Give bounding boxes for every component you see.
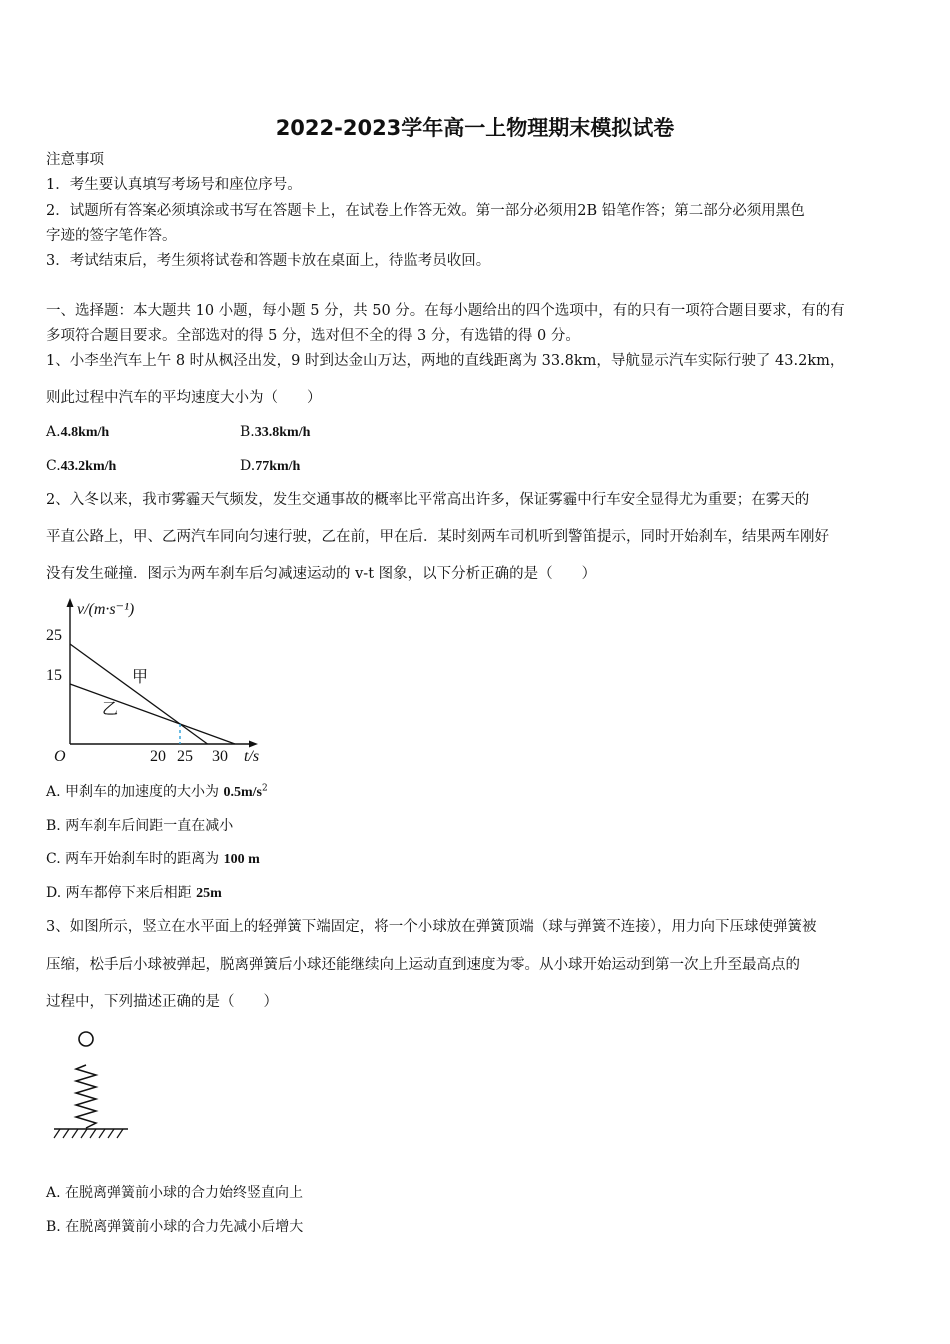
ground-hatching [54,1129,123,1138]
option-value: 43.2km/h [60,459,117,474]
series-line-yi [70,684,235,744]
section-instructions-1: 一、选择题：本大题共 10 小题，每小题 5 分，共 50 分。在每小题给出的四个选项中，有的只有一项符合题目要求，有的有 [46,303,845,319]
option-letter: A. [46,424,61,440]
x-tick-25: 25 [177,748,193,765]
ball [79,1032,93,1046]
option-text: B. 在脱离弹簧前小球的合力先减小后增大 [46,1219,304,1235]
y-tick-25: 25 [46,627,62,644]
x-tick-30: 30 [212,748,228,765]
x-axis-arrow [249,741,258,748]
series-label-jia: 甲 [132,669,149,686]
q1-option-b [240,422,310,443]
spring-ball-diagram [48,1025,138,1145]
y-axis-label: v/(m·s⁻¹) [77,601,135,618]
section-instructions-2: 多项符合题目要求。全部选对的得 5 分，选对但不全的得 3 分，有选错的得 0 分。 [46,328,580,344]
q2-stem-3: 没有发生碰撞．图示为两车刹车后匀减速运动的 v-t 图象，以下分析正确的是（ ） [46,566,597,582]
notice-heading: 注意事项 [46,152,104,168]
notice-item-3: 3．考试结束后，考生须将试卷和答题卡放在桌面上，待监考员收回。 [46,253,491,269]
x-tick-20: 20 [150,748,166,765]
q2-option-d [46,883,222,904]
option-value: 0.5m/s [223,785,262,800]
option-value: 100 m [223,852,260,867]
option-text: C. 两车开始刹车时的距离为 [46,851,224,867]
option-text: B. 两车刹车后间距一直在减小 [46,818,234,834]
vt-graph [40,592,280,772]
q3-option-b [46,1217,303,1237]
notice-item-1: 1．考生要认真填写考场号和座位序号。 [46,177,302,193]
q1-option-c [46,456,116,477]
y-axis-arrow [67,598,74,607]
option-text: A. 在脱离弹簧前小球的合力始终竖直向上 [46,1185,304,1201]
q2-stem-1: 2、入冬以来，我市雾霾天气频发，发生交通事故的概率比平常高出许多，保证雾霾中行车安全显得尤为重要；在雾天的 [46,492,810,508]
q1-stem-1: 1、小李坐汽车上午 8 时从枫泾出发，9 时到达金山万达，两地的直线距离为 33.8km，导航显示汽车实际行驶了 43.2km， [46,353,845,369]
page-title: 2022-2023学年高一上物理期末模拟试卷 [275,116,675,140]
option-letter: D. [240,458,256,474]
q2-option-a [46,782,268,803]
q2-stem-2: 平直公路上，甲、乙两汽车同向匀速行驶，乙在前，甲在后．某时刻两车司机听到警笛提示，同时开始刹车，结果两车刚好 [46,529,829,545]
origin-label: O [54,748,66,765]
notice-item-2: 2．试题所有答案必须填涂或书写在答题卡上，在试卷上作答无效。第一部分必须用2B 铅笔作答；第二部分必须用黑色 [46,203,805,219]
option-letter: B. [240,424,255,440]
option-value: 4.8km/h [60,425,110,440]
option-value: 25m [196,886,222,901]
spring [76,1065,96,1128]
series-line-jia [70,644,208,744]
option-value: 33.8km/h [254,425,311,440]
notice-item-2-cont: 字迹的签字笔作答。 [46,228,177,244]
option-text: A. 甲刹车的加速度的大小为 [46,784,224,800]
q3-stem-1: 3、如图所示，竖立在水平面上的轻弹簧下端固定，将一个小球放在弹簧顶端（球与弹簧不连接），用力向下压球使弹簧被 [46,919,817,935]
q3-stem-3: 过程中，下列描述正确的是（ ） [46,994,278,1010]
y-tick-15: 15 [46,667,62,684]
q2-option-c [46,849,260,870]
option-value: 77km/h [255,459,301,474]
option-text: D. 两车都停下来后相距 [46,885,197,901]
q3-stem-2: 压缩，松手后小球被弹起，脱离弹簧后小球还能继续向上运动直到速度为零。从小球开始运动到第一次上升至最高点的 [46,957,800,973]
q3-option-a [46,1183,303,1203]
q2-option-b [46,816,233,836]
q1-option-d [240,456,300,477]
series-label-yi: 乙 [102,701,119,718]
q1-stem-2: 则此过程中汽车的平均速度大小为（ ） [46,390,322,406]
q1-option-a [46,422,109,443]
x-axis-label: t/s [244,748,260,765]
option-superscript: 2 [261,783,268,794]
option-letter: C. [46,458,61,474]
